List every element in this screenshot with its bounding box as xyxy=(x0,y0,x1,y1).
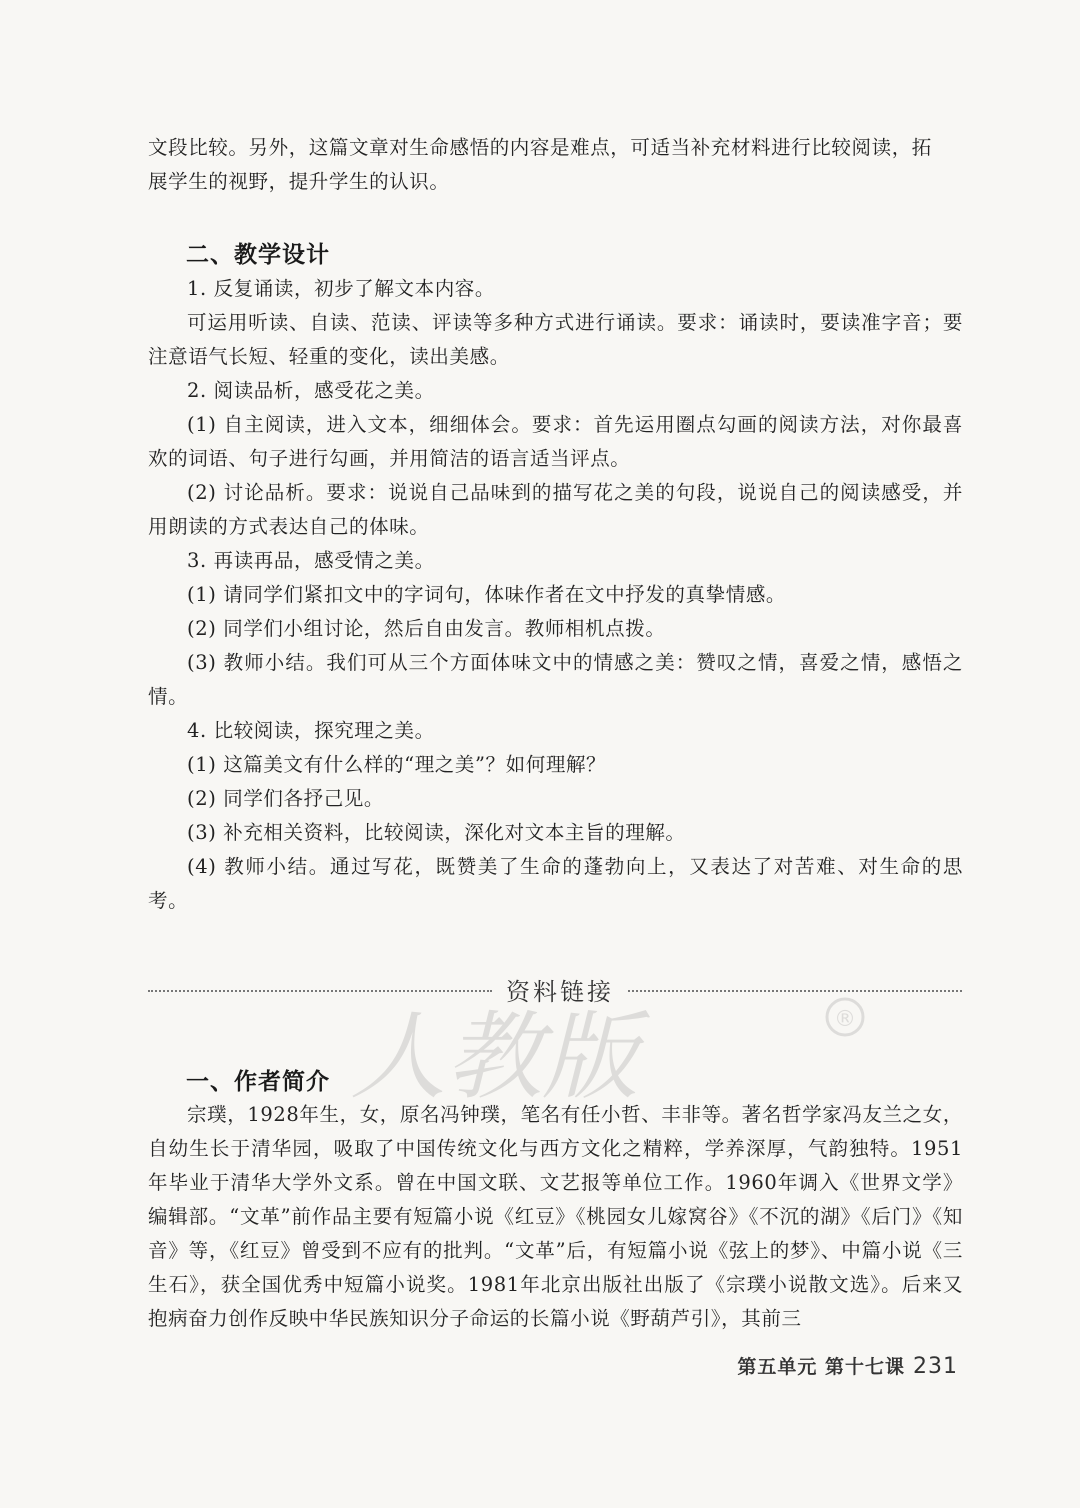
step-3-item-3: (3) 教师小结。我们可从三个方面体味文中的情感之美：赞叹之情，喜爱之情，感悟之情。 xyxy=(148,651,963,708)
step-2-title: 2. 阅读品析，感受花之美。 xyxy=(187,379,435,402)
step-4-item-3: (3) 补充相关资料，比较阅读，深化对文本主旨的理解。 xyxy=(187,821,686,844)
section-heading-teaching-design: 二、教学设计 xyxy=(186,242,330,268)
unit-lesson-label: 第五单元 第十七课 xyxy=(737,1356,905,1378)
step-3-item-2: (2) 同学们小组讨论，然后自由发言。教师相机点拨。 xyxy=(187,617,666,640)
step-4-item-2: (2) 同学们各抒己见。 xyxy=(187,787,385,810)
step-1-text: 可运用听读、自读、范读、评读等多种方式进行诵读。要求：诵读时，要读准字音；要注意语气长短、轻重的变化，读出美感。 xyxy=(148,311,963,368)
resources-title: 资料链接 xyxy=(506,978,614,1006)
watermark-text: 人教版 xyxy=(350,1001,638,1105)
section-heading-author-intro: 一、作者简介 xyxy=(186,1069,330,1095)
step-4-title: 4. 比较阅读，探究理之美。 xyxy=(187,719,435,742)
step-3-title: 3. 再读再品，感受情之美。 xyxy=(187,549,435,572)
registered-circle xyxy=(827,999,863,1035)
page-number: 231 xyxy=(913,1354,958,1379)
author-intro-paragraph: 宗璞，1928年生，女，原名冯钟璞，笔名有任小哲、丰非等。著名哲学家冯友兰之女，自幼生长于清华园，吸取了中国传统文化与西方文化之精粹，学养深厚，气韵独特。1951年毕业于清华大学外文系。曾在中国文联、文艺报等单位工作。1960年调入《世界文学》编辑部。“文革”前作品主要有短篇小说《红豆》《桃园女儿嫁窝谷》《不沉的湖》《后门》《知音》等，《红豆》曾受到不应有的批判。“文革”后，有短篇小说《弦上的梦》、中篇小说《三生石》，获全国优秀中短篇小说奖。1981年北京出版社出版了《宗璞小说散文选》。后来又抱病奋力创作反映中华民族知识分子命运的长篇小说《野葫芦引》，其前三 xyxy=(148,1103,963,1330)
publisher-watermark xyxy=(340,995,880,1105)
page-footer xyxy=(737,1352,958,1379)
step-2-item-2: (2) 讨论品析。要求：说说自己品味到的描写花之美的句段，说说自己的阅读感受，并用朗读的方式表达自己的体味。 xyxy=(148,481,963,538)
step-1-title: 1. 反复诵读，初步了解文本内容。 xyxy=(187,277,496,300)
step-3-item-1: (1) 请同学们紧扣文中的字词句，体味作者在文中抒发的真挚情感。 xyxy=(187,583,787,606)
teaching-design-body xyxy=(148,272,963,918)
registered-mark: ® xyxy=(834,1007,856,1032)
step-2-item-1: (1) 自主阅读，进入文本，细细体会。要求：首先运用圈点勾画的阅读方法，对你最喜欢的词语、句子进行勾画，并用简洁的语言适当评点。 xyxy=(148,413,963,470)
intro-line-2: 展学生的视野，提升学生的认识。 xyxy=(148,170,450,193)
intro-paragraph xyxy=(148,131,963,199)
divider-right xyxy=(628,990,962,992)
step-4-item-1: (1) 这篇美文有什么样的“理之美”？如何理解？ xyxy=(187,753,607,776)
step-4-item-4: (4) 教师小结。通过写花，既赞美了生命的蓬勃向上，又表达了对苦难、对生命的思考。 xyxy=(148,855,963,912)
divider-left xyxy=(148,990,492,992)
author-intro-body xyxy=(148,1098,963,1336)
intro-line-1: 文段比较。另外，这篇文章对生命感悟的内容是难点，可适当补充材料进行比较阅读，拓 xyxy=(148,136,932,159)
